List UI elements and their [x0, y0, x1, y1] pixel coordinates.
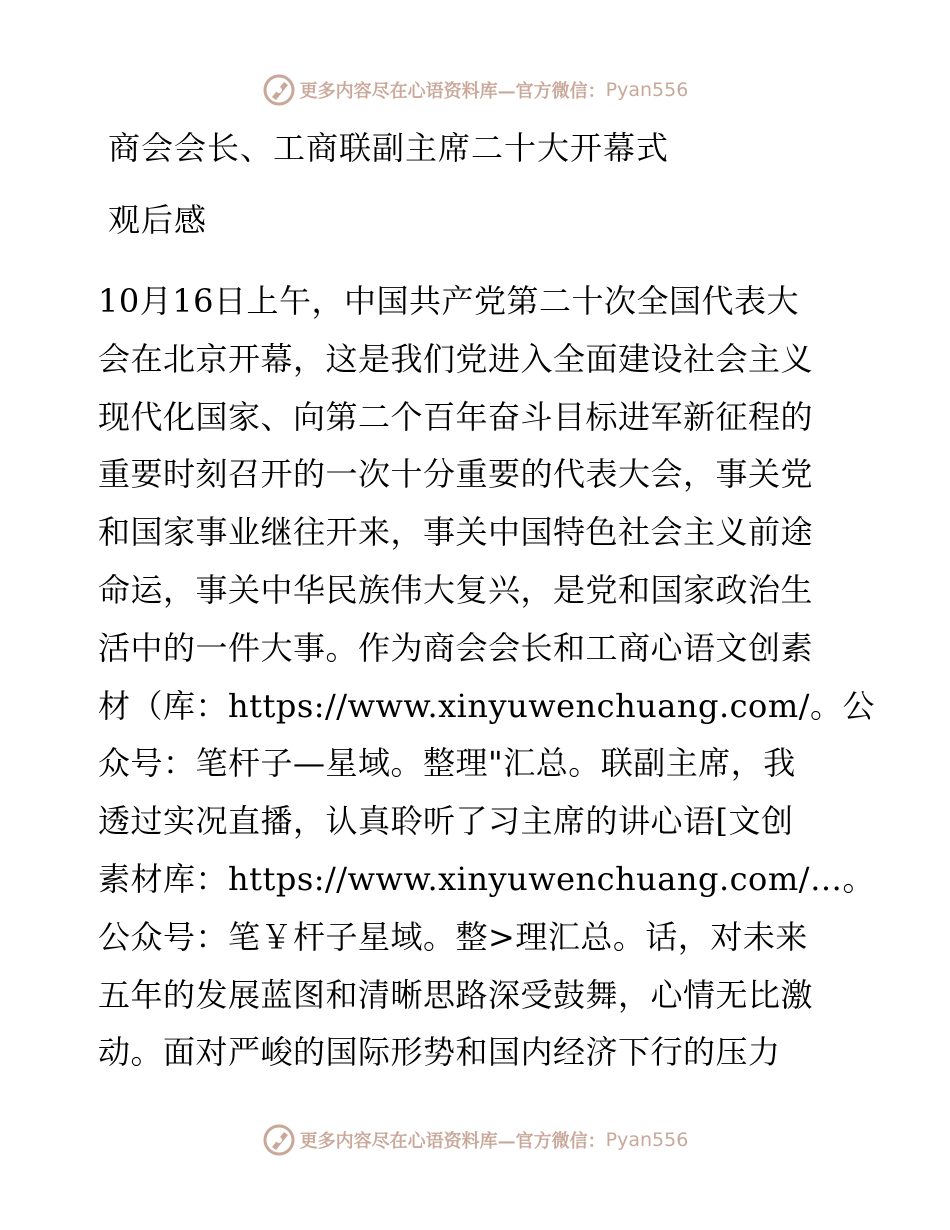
banner-text: 更多内容尽在心语资料库—官方微信： [299, 1131, 606, 1152]
footer-banner [0, 1120, 950, 1160]
body-line: 素材库：https://www.xinyuwenchuang.com/…。 [98, 859, 875, 898]
pen-logo-icon [262, 1123, 296, 1157]
body-line: 命运，事关中华民族伟大复兴，是党和国家政治生 [98, 570, 814, 609]
body-line: 重要时刻召开的一次十分重要的代表大会，事关党 [98, 455, 814, 494]
pen-logo-icon [262, 73, 296, 107]
banner-text: 更多内容尽在心语资料库—官方微信： [299, 81, 606, 102]
body-line: 动。面对严峻的国际形势和国内经济下行的压力 [98, 1033, 781, 1072]
banner-wechat-id: Pyan556 [605, 1129, 689, 1151]
document-body [98, 273, 875, 1082]
body-line: 10月16日上午，中国共产党第二十次全国代表大 [98, 282, 799, 320]
body-line: 材（库：https://www.xinyuwenchuang.com/。公 [98, 686, 875, 725]
body-line: 会在北京开幕，这是我们党进入全面建设社会主义 [98, 339, 814, 378]
body-line: 现代化国家、向第二个百年奋斗目标进军新征程的 [98, 397, 814, 436]
body-line: 和国家事业继往开来，事关中国特色社会主义前途 [98, 513, 814, 552]
banner-wechat-id: Pyan556 [605, 79, 689, 101]
document-subtitle: 观后感 [108, 201, 208, 239]
body-line: 公众号：笔￥杆子星域。整>理汇总。话，对未来 [98, 917, 808, 956]
body-line: 透过实况直播，认真聆听了习主席的讲心语[文创 [98, 802, 794, 841]
document-title: 商会会长、工商联副主席二十大开幕式 [108, 129, 670, 167]
body-line: 活中的一件大事。作为商会会长和工商心语文创素 [98, 628, 814, 667]
body-line: 五年的发展蓝图和清晰思路深受鼓舞，心情无比激 [98, 975, 814, 1014]
body-line: 众号：笔杆子—星域。整理"汇总。联副主席，我 [98, 744, 796, 783]
header-banner [0, 70, 950, 110]
